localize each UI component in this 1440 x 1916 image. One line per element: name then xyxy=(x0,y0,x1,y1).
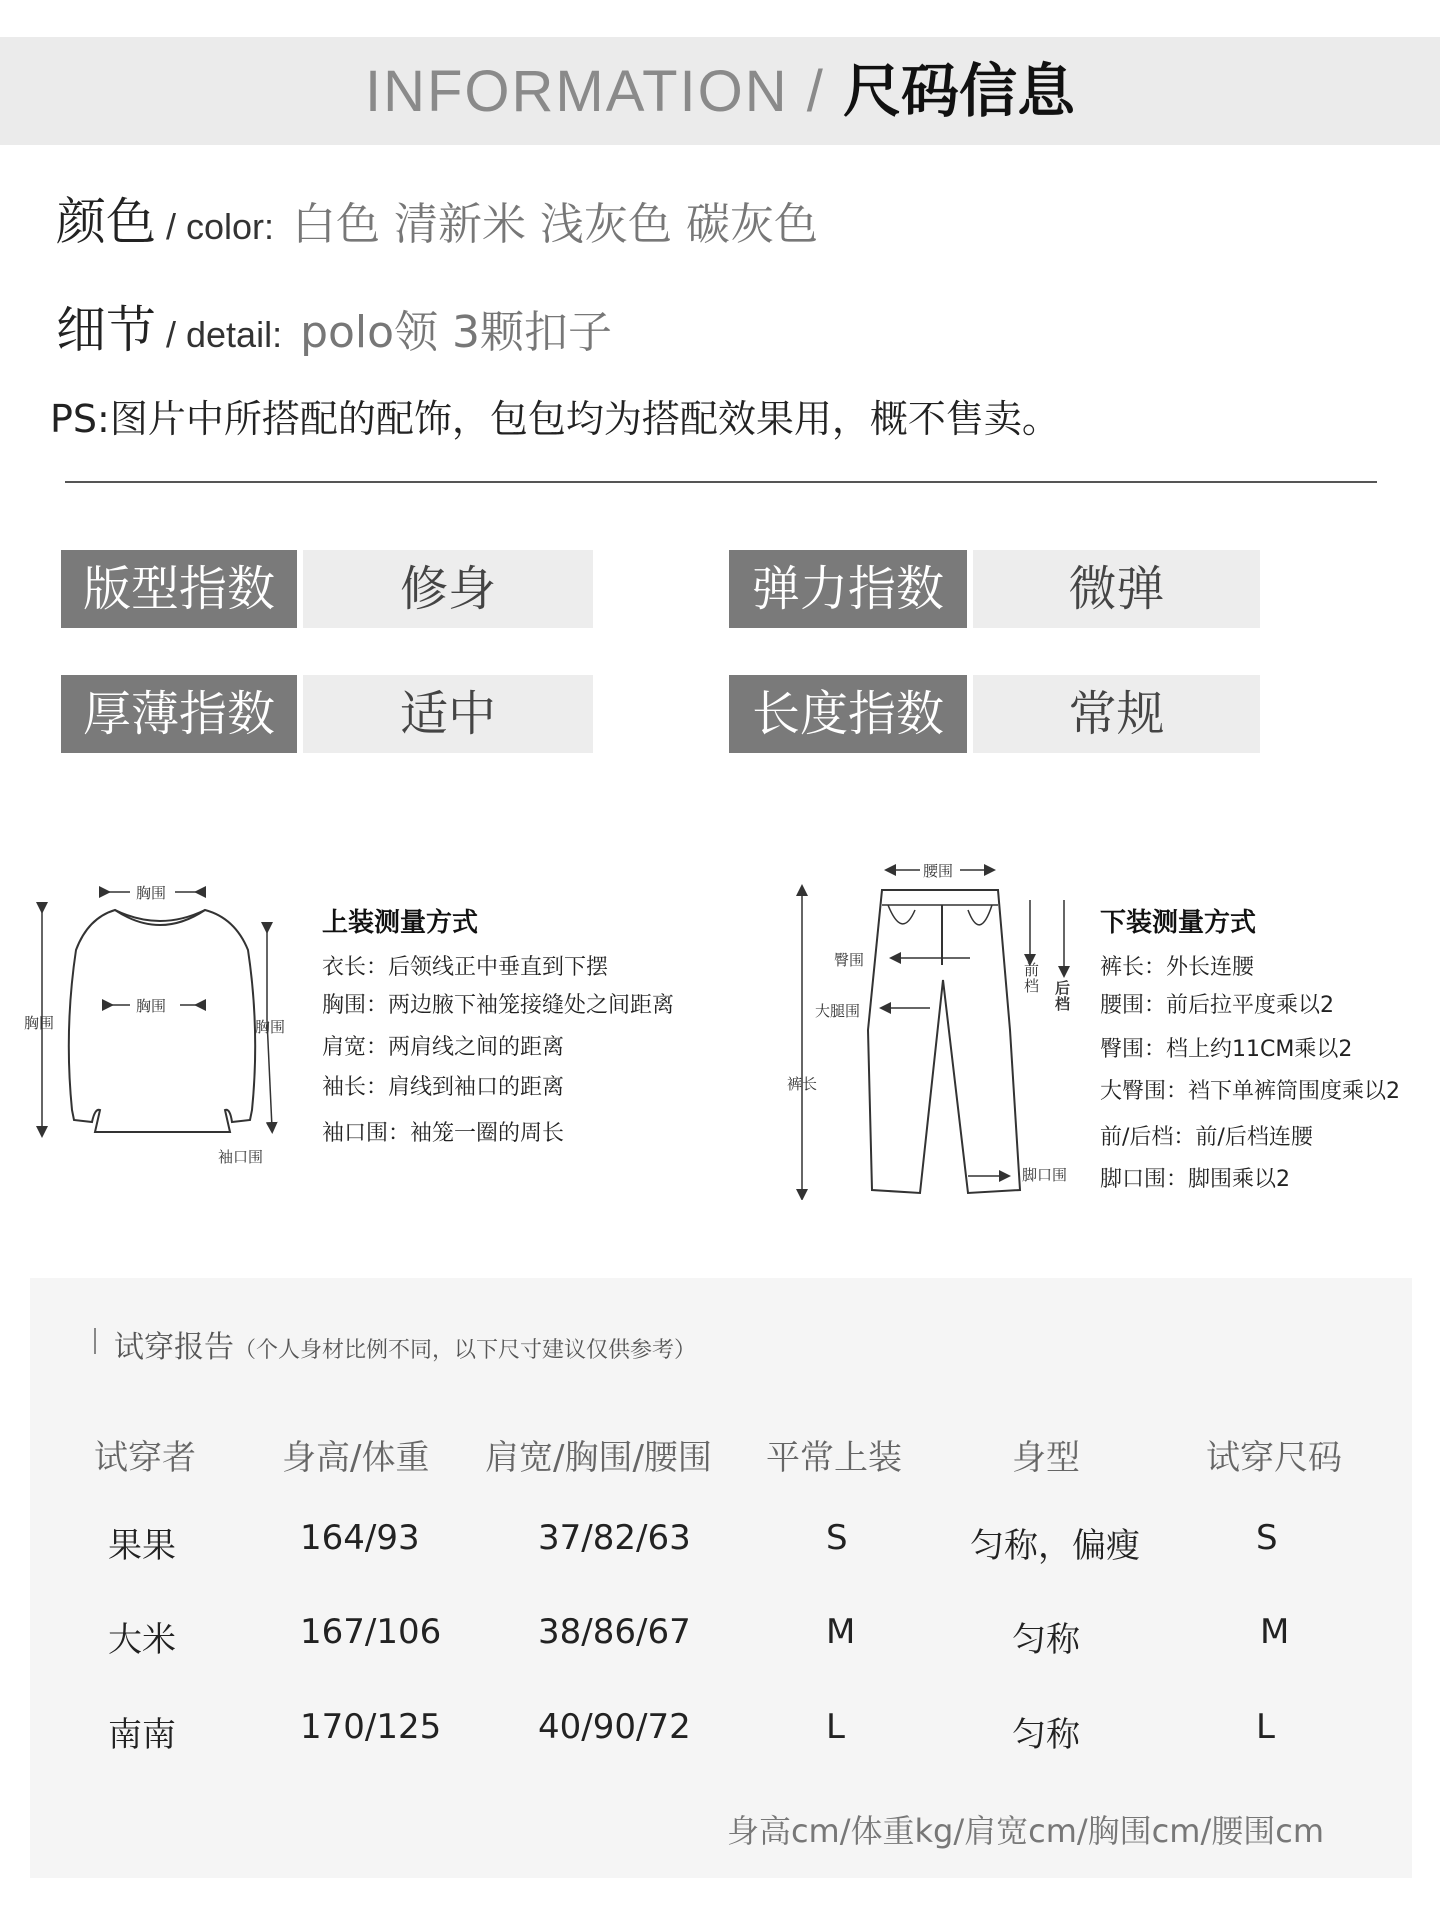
fit-index-label: 版型指数 xyxy=(61,550,297,628)
divider xyxy=(65,481,1377,483)
report-note: （个人身材比例不同，以下尺寸建议仅供参考） xyxy=(234,1338,697,1363)
table-cell: L xyxy=(826,1707,845,1747)
table-header: 肩宽/胸围/腰围 xyxy=(485,1438,712,1478)
ps-note: PS:图片中所搭配的配饰，包包均为搭配效果用，概不售卖。 xyxy=(50,397,1060,441)
top-measure-line: 袖长：肩线到袖口的距离 xyxy=(322,1075,565,1100)
unit-note: 身高cm/体重kg/肩宽cm/胸围cm/腰围cm xyxy=(726,1812,1324,1850)
pants-label-back: 后档 xyxy=(1055,979,1071,1013)
report-title xyxy=(114,1322,696,1366)
length-index-label: 长度指数 xyxy=(729,675,967,753)
table-cell: 40/90/72 xyxy=(538,1707,691,1747)
pants-label-front: 前档 xyxy=(1024,961,1040,995)
table-cell: L xyxy=(1256,1707,1275,1747)
header-banner xyxy=(0,37,1440,145)
page-title xyxy=(0,59,1440,124)
table-cell: 167/106 xyxy=(300,1612,442,1652)
pants-label-hip: 臀围 xyxy=(834,951,865,969)
top-label-cuff: 袖口围 xyxy=(218,1148,264,1166)
table-cell: 164/93 xyxy=(300,1518,420,1558)
pants-label-waist: 腰围 xyxy=(923,862,954,880)
bottom-measure-title: 下装测量方式 xyxy=(1100,908,1257,938)
thickness-index-label: 厚薄指数 xyxy=(61,675,297,753)
pants-label-hem: 脚口围 xyxy=(1022,1166,1068,1184)
bottom-measure-line: 脚口围：脚围乘以2 xyxy=(1100,1167,1290,1192)
table-cell: M xyxy=(826,1612,856,1652)
top-measure-line: 袖口围：袖笼一圈的周长 xyxy=(322,1121,565,1146)
bottom-measure-line: 腰围：前后拉平度乘以2 xyxy=(1100,993,1334,1018)
stretch-index-value: 微弹 xyxy=(973,550,1260,628)
table-cell: 38/86/67 xyxy=(538,1612,691,1652)
table-cell: S xyxy=(826,1518,848,1558)
color-line xyxy=(56,182,818,254)
fit-index-value: 修身 xyxy=(303,550,593,628)
top-label-right: 胸围 xyxy=(255,1018,286,1036)
stretch-index-label: 弹力指数 xyxy=(729,550,967,628)
table-header: 试穿者 xyxy=(94,1438,196,1478)
top-measure-line: 胸围：两边腋下袖笼接缝处之间距离 xyxy=(322,993,675,1018)
length-index-value: 常规 xyxy=(973,675,1260,753)
detail-label: 细节 xyxy=(56,301,156,359)
table-header: 身高/体重 xyxy=(282,1438,430,1478)
color-sub-label: / color: xyxy=(156,206,275,247)
top-label-chest-top: 胸围 xyxy=(136,884,167,902)
table-cell: M xyxy=(1260,1612,1290,1652)
bottom-measure-line: 前/后档：前/后档连腰 xyxy=(1100,1125,1313,1150)
top-measure-line: 肩宽：两肩线之间的距离 xyxy=(322,1035,565,1060)
pants-label-thigh: 大腿围 xyxy=(815,1002,861,1020)
top-measure-line: 衣长：后领线正中垂直到下摆 xyxy=(322,955,609,980)
table-cell: 170/125 xyxy=(300,1707,442,1747)
detail-line xyxy=(56,290,612,362)
table-cell: 37/82/63 xyxy=(538,1518,691,1558)
top-measure-title: 上装测量方式 xyxy=(322,908,479,938)
top-label-chest-mid: 胸围 xyxy=(136,997,167,1015)
report-title-bar xyxy=(94,1328,96,1354)
color-value: 白色 清新米 浅灰色 碳灰色 xyxy=(292,199,819,250)
bottom-measure-line: 大臀围：裆下单裤筒围度乘以2 xyxy=(1100,1079,1400,1104)
table-cell: 大米 xyxy=(108,1620,176,1660)
detail-value: polo领 3颗扣子 xyxy=(300,307,613,358)
pants-diagram xyxy=(780,850,1080,1200)
table-cell: 匀称，偏瘦 xyxy=(970,1526,1140,1566)
thickness-index-value: 适中 xyxy=(303,675,593,753)
page-title-en: INFORMATION / xyxy=(364,59,843,124)
table-cell: S xyxy=(1256,1518,1278,1558)
bottom-measure-line: 裤长：外长连腰 xyxy=(1100,955,1255,980)
table-cell: 南南 xyxy=(108,1715,176,1755)
page-title-cn: 尺码信息 xyxy=(843,57,1076,125)
table-header: 身型 xyxy=(1012,1438,1080,1478)
color-label: 颜色 xyxy=(56,193,156,251)
top-label-left: 胸围 xyxy=(24,1014,55,1032)
table-header: 平常上装 xyxy=(766,1438,902,1478)
report-title-text: 试穿报告 xyxy=(114,1330,234,1365)
table-cell: 匀称 xyxy=(1012,1715,1080,1755)
table-header: 试穿尺码 xyxy=(1206,1438,1342,1478)
bottom-measure-line: 臀围：档上约11CM乘以2 xyxy=(1100,1037,1353,1062)
trial-report xyxy=(30,1278,1412,1878)
detail-sub-label: / detail: xyxy=(156,314,283,355)
table-cell: 果果 xyxy=(108,1526,176,1566)
pants-label-length: 裤长 xyxy=(787,1075,818,1093)
table-cell: 匀称 xyxy=(1012,1620,1080,1660)
